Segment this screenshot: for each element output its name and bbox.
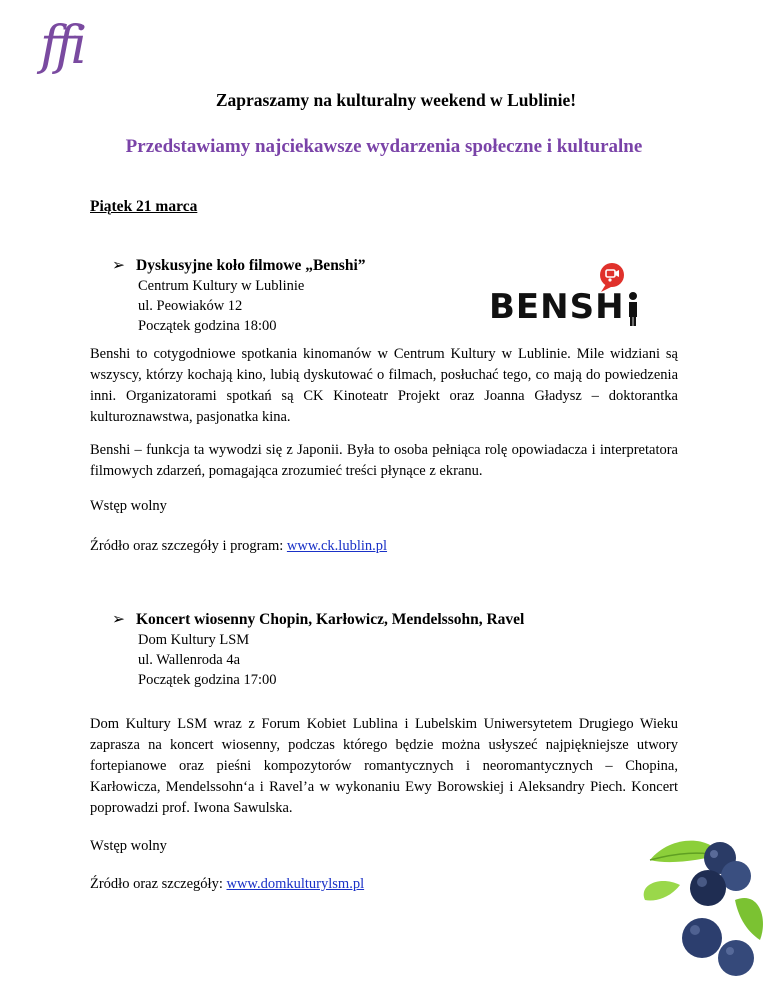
ffi-logo: ffi [40,16,84,76]
event-1-paragraph-1: Benshi to cotygodniowe spotkania kinomanów w Centrum Kultury w Lublinie. Mile widziani są wszyscy, którzy kochają kino, lubią dyskutować o filmach, posłuchać tego, co mają do powiedzenia inni. Organizatorami spotkań są CK Kinoteatr Projekt oraz Joanna Gładysz – doktorantka kulturoznawstwa, pasjonatka kina. [90,346,678,425]
event-2-title [112,610,524,629]
page-title: Zapraszamy na kulturalny weekend w Lublinie! [215,90,577,110]
event-2-paragraph-1: Dom Kultury LSM wraz z Forum Kobiet Lublina i Lubelskim Uniwersytetem Drugiego Wieku zaprasza na koncert wiosenny, podczas którego będzie można usłyszeć najpiękniejsze utwory fortepianowe oraz pieśni kompozytorów romantycznych i neoromantycznych – Chopina, Karłowicza, Mendelssohn‘a i Ravel’a w wykonaniu Ewy Borowskiej i Aleksandry Piech. Koncert poprowadzi prof. Iwona Sawulska. [90,716,678,816]
benshi-logo [489,262,639,332]
event-1-paragraph-2: Benshi – funkcja ta wywodzi się z Japonii. Była to osoba pełniąca rolę opowiadacza i interpretatora filmowych zdarzeń, pomagająca zrozumieć treści płynące z ekranu. [90,442,678,479]
event-1-title [112,256,366,275]
event-2-admission: Wstęp wolny [90,838,167,854]
benshi-logo-text: BENSH [489,287,625,327]
event-2-details [138,630,277,690]
event-1-source-link[interactable]: www.ck.lublin.pl [286,538,388,554]
event-1-source-label: Źródło oraz szczegóły i program: [90,538,287,554]
event-2-title-text: Koncert wiosenny Chopin, Karłowicz, Mendelssohn, Ravel [136,611,525,628]
event-2-source-link[interactable]: www.domkulturylsm.pl [226,876,365,892]
event-1-admission: Wstęp wolny [90,498,167,514]
event-1-details [138,276,304,336]
event-1-address: ul. Peowiaków 12 [138,298,243,314]
event-1-start: Początek godzina 18:00 [138,318,277,334]
event-1-venue: Centrum Kultury w Lublinie [138,278,305,294]
event-1-title-text: Dyskusyjne koło filmowe „Benshi” [136,257,366,274]
arrow-bullet-icon: ➢ [112,611,125,628]
blueberries-image [640,830,768,994]
event-2-source [90,874,364,895]
event-2-source-label: Źródło oraz szczegóły: [90,876,227,892]
event-2-start: Początek godzina 17:00 [138,672,277,688]
page-subtitle: Przedstawiamy najciekawsze wydarzenia społeczne i kulturalne [125,136,643,157]
arrow-bullet-icon: ➢ [112,257,125,274]
date-heading: Piątek 21 marca [90,198,198,215]
event-2-venue: Dom Kultury LSM [138,632,250,648]
event-1-source [90,536,387,557]
event-2-address: ul. Wallenroda 4a [138,652,241,668]
